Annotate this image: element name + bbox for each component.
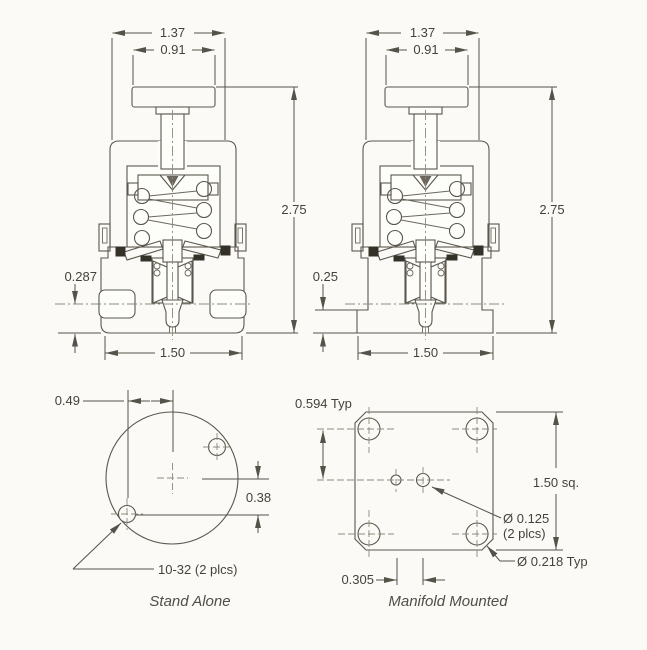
dim-base-width [105,336,242,360]
dim-port-spacing [341,558,445,587]
stand-alone-bottom-view [55,390,271,610]
svg-text:1.37: 1.37 [409,25,436,40]
svg-text:1.50: 1.50 [159,345,186,360]
svg-text:0.91: 0.91 [413,42,439,57]
svg-text:(2 plcs): (2 plcs) [503,526,546,541]
svg-text:2.75: 2.75 [281,202,307,217]
svg-text:0.91: 0.91 [160,42,186,57]
svg-text:1.37: 1.37 [159,25,186,40]
svg-text:0.25: 0.25 [312,269,338,284]
left-section-view [55,25,310,360]
dim-base-thickness [313,269,357,352]
right-section-view [313,25,568,360]
dim-corner-hole-offset [295,396,352,479]
svg-text:Ø 0.125: Ø 0.125 [503,511,550,526]
dim-port-height [58,269,101,353]
svg-text:0.38: 0.38 [245,490,272,505]
svg-text:2.75: 2.75 [539,202,565,217]
dim-knob-width [133,42,215,85]
svg-text:0.49: 0.49 [54,393,80,408]
svg-text:0.287: 0.287 [64,269,97,284]
svg-text:0.594 Typ: 0.594 Typ [295,396,352,411]
svg-text:0.305: 0.305 [341,572,374,587]
caption-manifold-mounted: Manifold Mounted [388,593,508,610]
svg-text:1.50 sq.: 1.50 sq. [532,475,580,490]
svg-text:10-32 (2 plcs): 10-32 (2 plcs) [158,562,238,577]
caption-stand-alone: Stand Alone [149,593,231,610]
dim-height [469,87,568,333]
manifold-bottom-view [295,396,588,610]
dim-knob-width [386,42,468,85]
svg-text:1.50: 1.50 [412,345,439,360]
corner-hole-diameter-callout [487,546,588,569]
svg-text:Ø 0.218 Typ: Ø 0.218 Typ [517,554,588,569]
